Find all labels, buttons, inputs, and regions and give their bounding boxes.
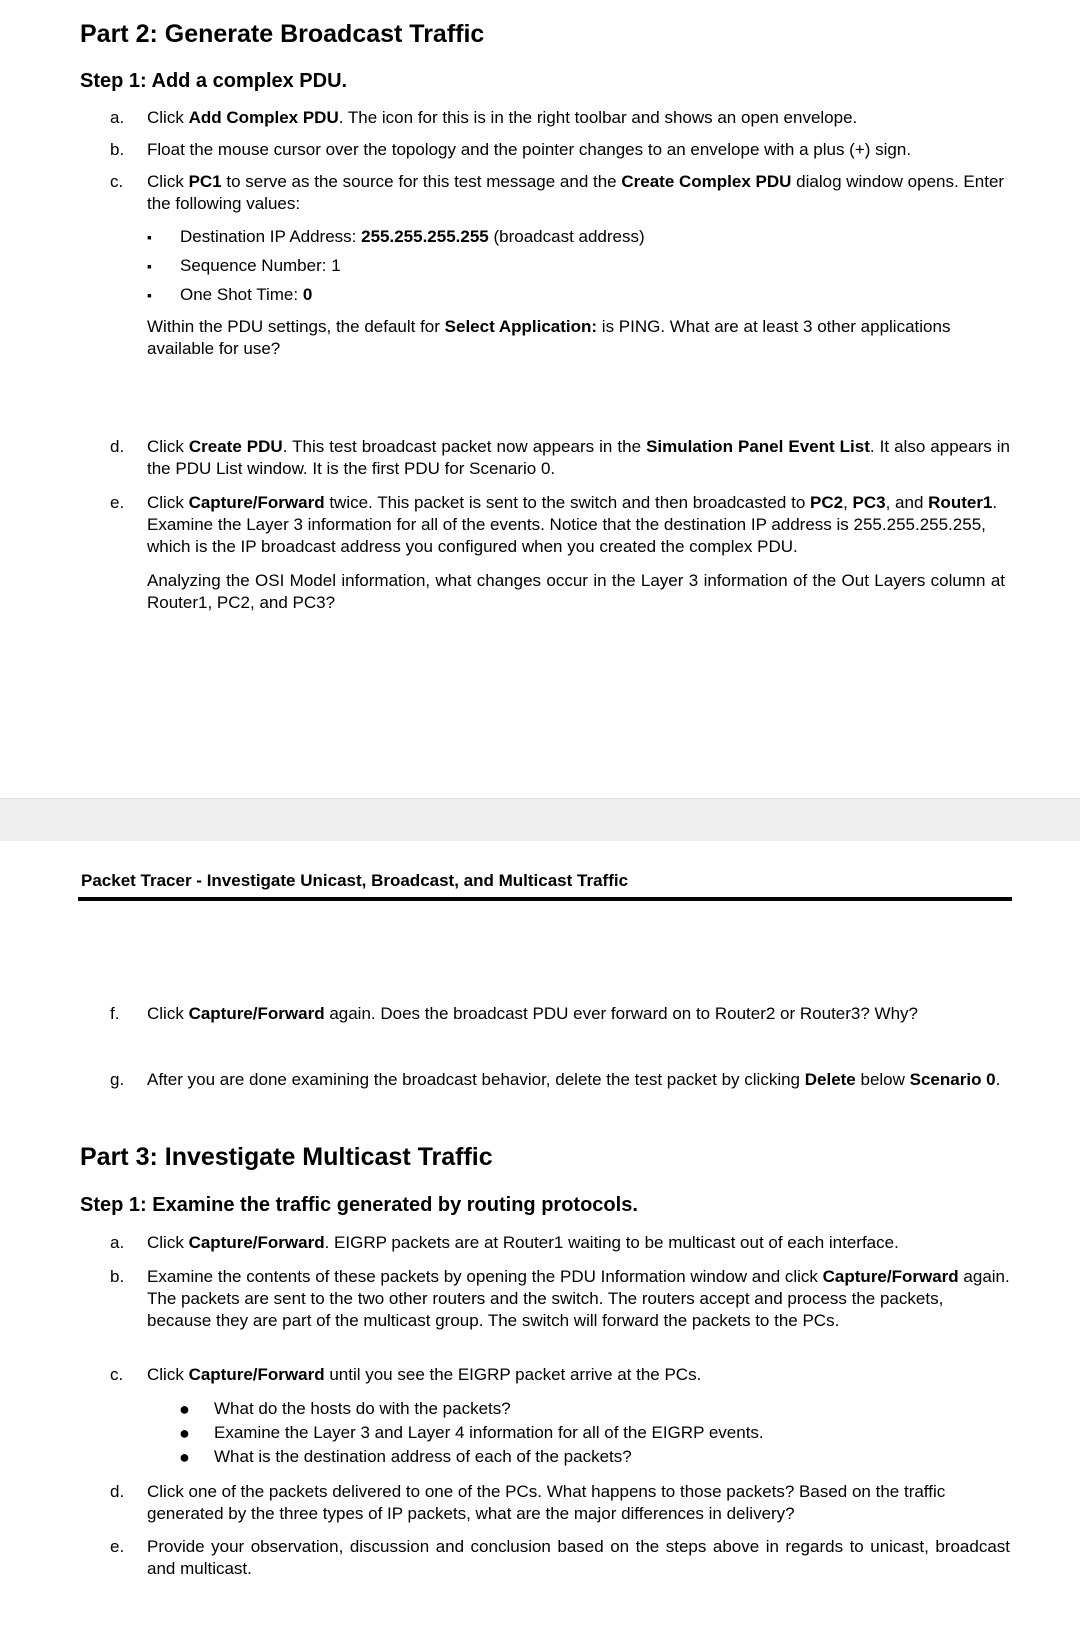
bullet-icon: ▪ xyxy=(147,287,152,303)
page-header: Packet Tracer - Investigate Unicast, Broadcast, and Multicast Traffic xyxy=(81,871,629,890)
step-item-b: b. Float the mouse cursor over the topology and the pointer changes to an envelope with a plus (+) sign. xyxy=(110,140,912,159)
part2-title: Part 2: Generate Broadcast Traffic xyxy=(80,20,485,48)
part3-item-b: b. Examine the contents of these packets by opening the PDU Information window and click Capture/Forward again. The packets are sent to the two other routers and the switch. The routers accept and process the packets, because they are part of the multicast group. The switch will forward the packets to the PCs. xyxy=(110,1267,1010,1330)
step-item-g: g. After you are done examining the broadcast behavior, delete the test packet by clicking Delete below Scenario 0. xyxy=(110,1070,1001,1089)
bullet-sequence-number: ▪ Sequence Number: 1 xyxy=(147,256,341,275)
question-osi-changes: Analyzing the OSI Model information, what changes occur in the Layer 3 information of the Out Layers column at Router1, PC2, and PC3? xyxy=(147,571,1005,612)
header-rule xyxy=(78,897,1012,901)
item-label: b. xyxy=(110,140,125,159)
part3-title: Part 3: Investigate Multicast Traffic xyxy=(80,1143,493,1171)
item-label: d. xyxy=(110,1482,125,1501)
item-label: e. xyxy=(110,493,125,512)
part3-item-e: e. Provide your observation, discussion and conclusion based on the steps above in regards to unicast, broadcast and multicast. xyxy=(110,1537,1010,1578)
step-item-a: a. Click Add Complex PDU. The icon for this is in the right toolbar and shows an open envelope. xyxy=(110,108,858,127)
item-label: a. xyxy=(110,108,125,127)
step-item-f: f. Click Capture/Forward again. Does the broadcast PDU ever forward on to Router2 or Router3? Why? xyxy=(110,1004,919,1023)
item-label: c. xyxy=(110,1365,124,1384)
item-label: c. xyxy=(110,172,124,191)
bullet-one-shot-time: ▪ One Shot Time: 0 xyxy=(147,285,313,304)
item-label: a. xyxy=(110,1233,125,1252)
document-page-1 xyxy=(0,0,1080,798)
item-label: f. xyxy=(110,1004,120,1023)
question-applications: Within the PDU settings, the default for Select Application: is PING. What are at least 3 other applications available for use? xyxy=(147,317,951,358)
bullet-hosts-do: ● What do the hosts do with the packets? xyxy=(179,1399,511,1419)
part3-item-a: a. Click Capture/Forward. EIGRP packets are at Router1 waiting to be multicast out of each interface. xyxy=(110,1233,899,1252)
part3-item-d: d. Click one of the packets delivered to one of the PCs. What happens to those packets? Based on the traffic generated by the three types of IP packets, what are the major differences in delivery? xyxy=(110,1482,946,1523)
step-item-c: c. Click PC1 to serve as the source for this test message and the Create Complex PDU dialog window opens. Enter the following values: xyxy=(110,172,1005,213)
bullet-destination-ip: ▪ Destination IP Address: 255.255.255.255 (broadcast address) xyxy=(147,227,645,246)
item-label: e. xyxy=(110,1537,125,1556)
item-label: b. xyxy=(110,1267,125,1286)
part3-item-c: c. Click Capture/Forward until you see the EIGRP packet arrive at the PCs. xyxy=(110,1365,702,1384)
bullet-examine-layers: ● Examine the Layer 3 and Layer 4 information for all of the EIGRP events. xyxy=(179,1423,764,1443)
bullet-icon: ● xyxy=(179,1399,190,1419)
bullet-icon: ● xyxy=(179,1447,190,1467)
bullet-icon: ▪ xyxy=(147,258,152,274)
part3-step1-title: Step 1: Examine the traffic generated by routing protocols. xyxy=(80,1194,638,1216)
item-label: d. xyxy=(110,437,125,456)
page-separator xyxy=(0,798,1080,842)
bullet-icon: ▪ xyxy=(147,229,152,245)
bullet-icon: ● xyxy=(179,1423,190,1443)
step-item-e: e. Click Capture/Forward twice. This packet is sent to the switch and then broadcasted to PC2, PC3, and Router1. Examine the Layer 3 information for all of the events. Notice that the destination IP address is 255.255.255.255, which is the IP broadcast address you configured when you created the complex PDU. xyxy=(110,493,998,556)
item-label: g. xyxy=(110,1070,125,1089)
step-item-d: d. Click Create PDU. This test broadcast packet now appears in the Simulation Panel Event List. It also appears in the PDU List window. It is the first PDU for Scenario 0. xyxy=(110,437,1010,478)
document-page-2 xyxy=(0,841,1080,1637)
bullet-destination-address: ● What is the destination address of each of the packets? xyxy=(179,1447,632,1467)
part2-step1-title: Step 1: Add a complex PDU. xyxy=(80,70,348,92)
